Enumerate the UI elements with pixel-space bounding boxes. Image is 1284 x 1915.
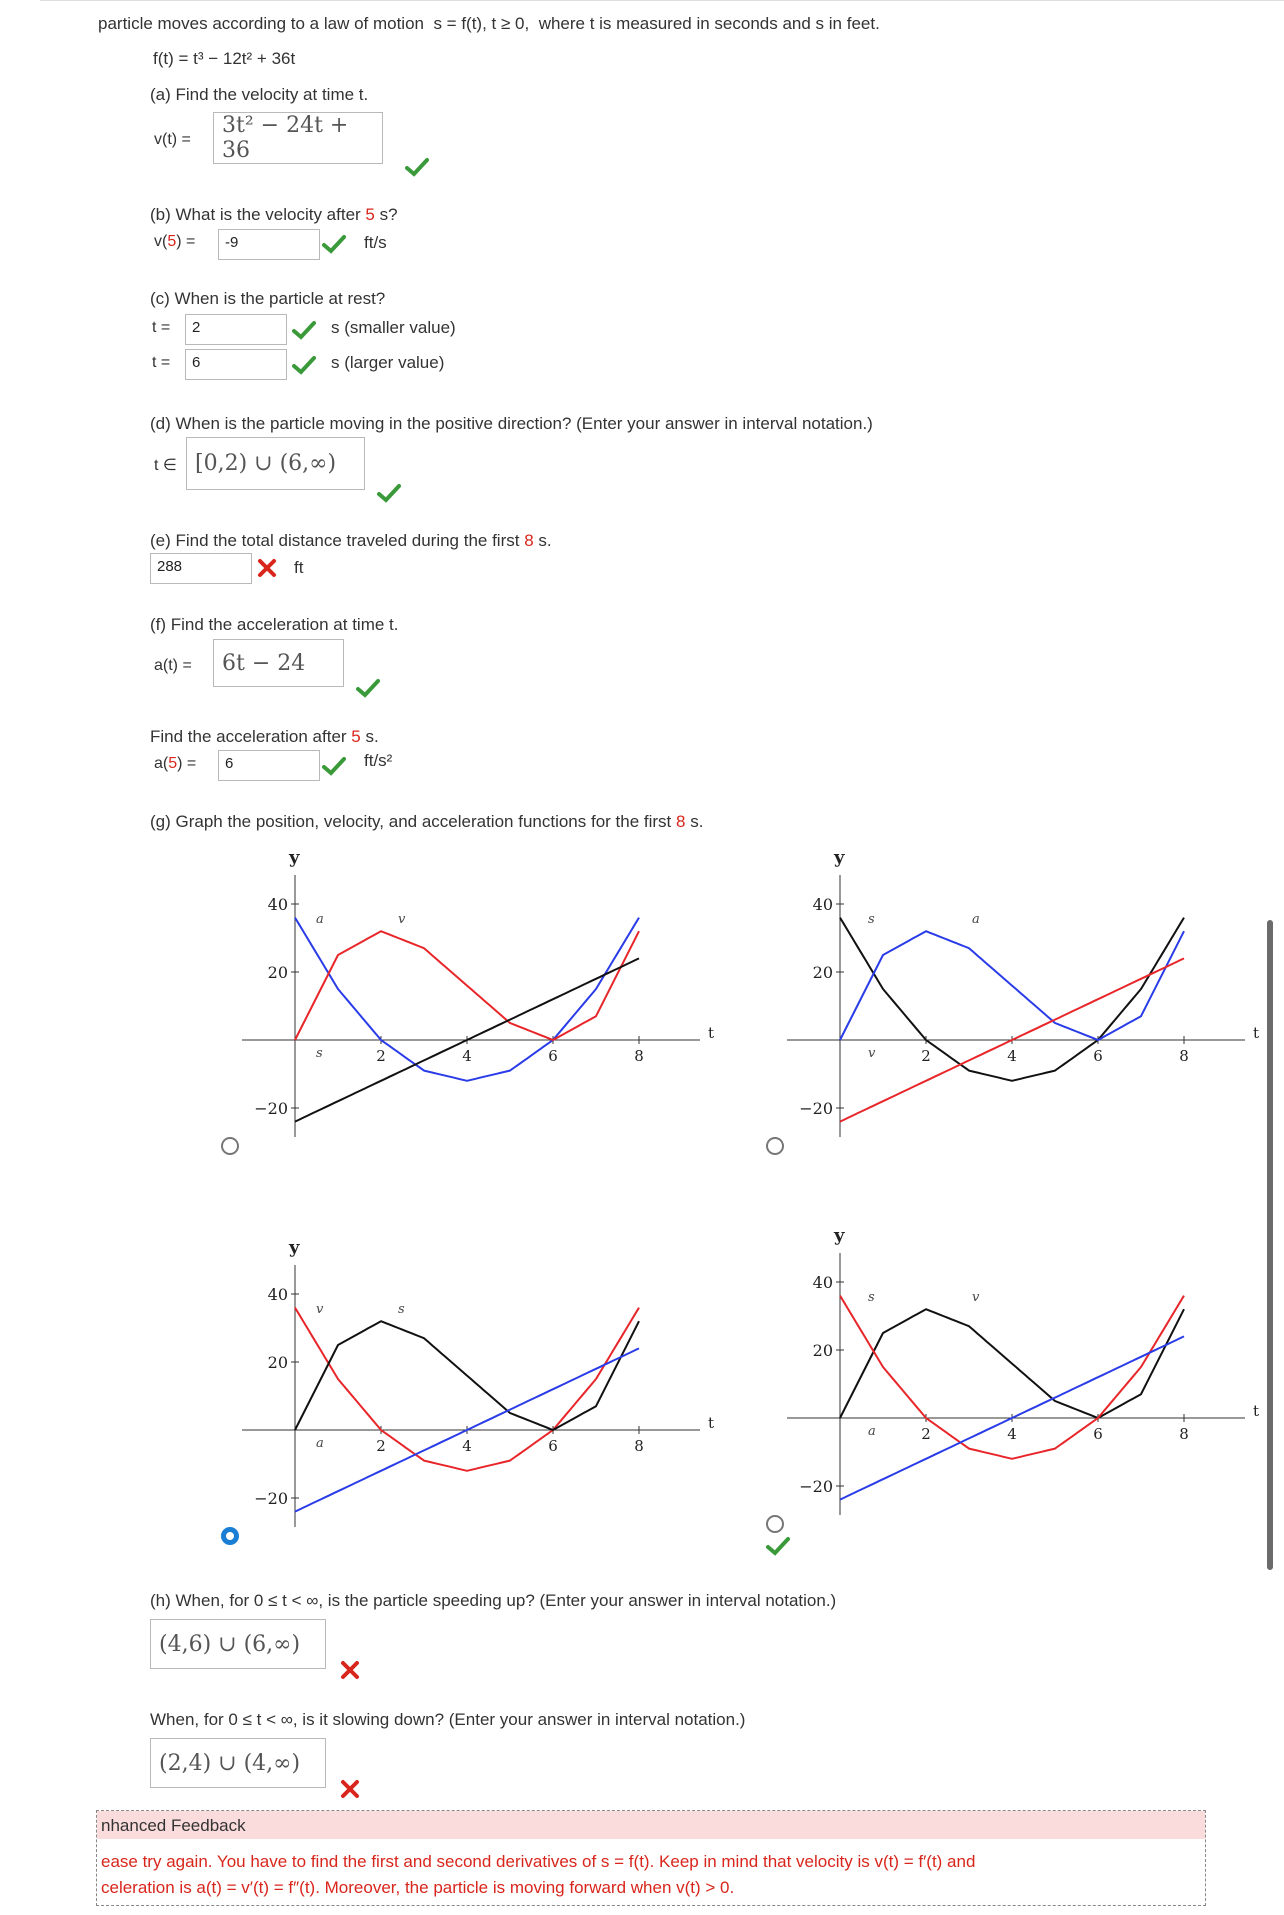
series-a-line xyxy=(840,931,1184,1040)
feedback-header xyxy=(97,1811,1205,1839)
y-tick-label: 20 xyxy=(812,1341,833,1360)
positive-direction-value: [0,2) ∪ (6,∞) xyxy=(195,451,337,476)
feedback-title: nhanced Feedback xyxy=(101,1816,246,1835)
velocity-unit: ft/s xyxy=(364,233,387,252)
y-tick-label: −20 xyxy=(254,1099,288,1118)
graph-axes xyxy=(787,1253,1245,1515)
slowing-down-value: (2,4) ∪ (4,∞) xyxy=(159,1750,301,1776)
series-s-line xyxy=(840,1309,1184,1418)
velocity-answer-field[interactable] xyxy=(213,112,383,164)
series-s-label: s xyxy=(398,1302,405,1317)
distance-unit: ft xyxy=(294,558,304,577)
acceleration-at-5-field[interactable]: 6 xyxy=(218,750,320,781)
cross-icon xyxy=(340,1660,360,1680)
graph-option-2-radio[interactable] xyxy=(766,1137,784,1155)
series-v-label: v xyxy=(398,912,406,927)
acceleration-at-5-question: Find the acceleration after 5 s. xyxy=(150,727,379,746)
y-tick-label: 20 xyxy=(267,963,288,982)
t-axis-label: t xyxy=(708,1024,715,1042)
x-tick-label: 6 xyxy=(1093,1047,1103,1065)
series-v-label: v xyxy=(316,1302,324,1317)
enhanced-feedback-panel xyxy=(96,1810,1206,1906)
y-axis-label: y xyxy=(834,1225,845,1246)
x-tick-label: 2 xyxy=(921,1425,931,1443)
slowing-down-field[interactable] xyxy=(150,1738,326,1788)
x-tick-label: 4 xyxy=(1007,1047,1017,1065)
acceleration-answer-field[interactable] xyxy=(213,639,344,687)
y-axis-label: y xyxy=(289,847,300,868)
check-icon xyxy=(292,355,316,375)
y-axis-label: y xyxy=(834,847,845,868)
part-h-question-1: (h) When, for 0 ≤ t < ∞, is the particle speeding up? (Enter your answer in interval notation.) xyxy=(150,1591,837,1610)
rest-time-smaller-field[interactable]: 2 xyxy=(185,314,287,345)
part-d-label: t ∈ xyxy=(154,457,177,474)
problem-intro: particle moves according to a law of motion s = f(t), t ≥ 0, where t is measured in seconds and s in feet. xyxy=(98,14,880,33)
part-b-question: (b) What is the velocity after 5 s? xyxy=(150,205,398,224)
series-v-label: v xyxy=(972,1290,980,1305)
speeding-up-field[interactable] xyxy=(150,1619,326,1669)
y-tick-label: −20 xyxy=(799,1477,833,1496)
cross-icon xyxy=(257,558,277,578)
rest-label-1: t = xyxy=(152,319,171,336)
x-tick-label: 8 xyxy=(1179,1425,1189,1443)
x-tick-label: 2 xyxy=(376,1437,386,1455)
series-a-label: a xyxy=(316,912,324,927)
series-s-label: s xyxy=(868,912,875,927)
y-tick-label: −20 xyxy=(799,1099,833,1118)
y-tick-label: −20 xyxy=(254,1489,288,1508)
speeding-up-value: (4,6) ∪ (6,∞) xyxy=(159,1631,301,1657)
graph-option-2 xyxy=(775,835,1265,1165)
x-tick-label: 2 xyxy=(376,1047,386,1065)
series-s-label: s xyxy=(868,1290,875,1305)
rest-suffix-1: s (smaller value) xyxy=(331,318,456,337)
part-d-question: (d) When is the particle moving in the positive direction? (Enter your answer in interval notation.) xyxy=(150,414,873,433)
x-tick-label: 6 xyxy=(548,1437,558,1455)
graph-axes xyxy=(242,1265,700,1527)
function-definition: f(t) = t³ − 12t² + 36t xyxy=(153,49,296,68)
x-tick-label: 2 xyxy=(921,1047,931,1065)
graph-axes xyxy=(787,875,1245,1137)
acceleration-answer-value: 6t − 24 xyxy=(222,650,306,676)
t-axis-label: t xyxy=(1253,1024,1260,1042)
part-c-question: (c) When is the particle at rest? xyxy=(150,289,386,308)
graph-option-1-radio[interactable] xyxy=(221,1137,239,1155)
part-a-label: v(t) = xyxy=(154,131,191,148)
y-tick-label: 20 xyxy=(267,1353,288,1372)
check-icon xyxy=(322,234,346,254)
y-tick-label: 40 xyxy=(267,895,288,914)
y-tick-label: 40 xyxy=(812,895,833,914)
y-tick-label: 40 xyxy=(812,1273,833,1292)
acceleration-unit: ft/s² xyxy=(364,751,393,770)
velocity-at-5-field[interactable]: -9 xyxy=(218,229,320,260)
y-tick-label: 20 xyxy=(812,963,833,982)
series-v-label: v xyxy=(868,1046,876,1061)
x-tick-label: 6 xyxy=(548,1047,558,1065)
y-tick-label: 40 xyxy=(267,1285,288,1304)
graph-option-4-radio[interactable] xyxy=(766,1515,784,1533)
check-icon xyxy=(405,157,429,177)
series-v-line xyxy=(295,931,639,1040)
feedback-line-1: ease try again. You have to find the first and second derivatives of s = f(t). Keep in mind that velocity is v(t) = f′(t) and xyxy=(101,1852,976,1871)
x-tick-label: 6 xyxy=(1093,1425,1103,1443)
velocity-answer-value: 3t² − 24t + 36 xyxy=(222,113,349,163)
part-e-question: (e) Find the total distance traveled during the first 8 s. xyxy=(150,531,552,550)
x-tick-label: 8 xyxy=(634,1437,644,1455)
rest-label-2: t = xyxy=(152,354,171,371)
series-a-label: a xyxy=(316,1436,324,1451)
series-a-label: a xyxy=(868,1424,876,1439)
part-b-label: v(5) = xyxy=(154,233,196,250)
graph-option-1 xyxy=(230,835,720,1165)
graph-axes xyxy=(242,875,700,1137)
graph-option-4 xyxy=(775,1213,1265,1543)
check-icon xyxy=(766,1536,790,1556)
x-tick-label: 8 xyxy=(634,1047,644,1065)
series-s-label: s xyxy=(316,1046,323,1061)
rest-time-larger-field[interactable]: 6 xyxy=(185,349,287,380)
scrollbar[interactable] xyxy=(1267,920,1273,1570)
t-axis-label: t xyxy=(1253,1402,1260,1420)
feedback-line-2: celeration is a(t) = v′(t) = f″(t). Moreover, the particle is moving forward when v(t) > 0. xyxy=(101,1878,735,1897)
graph-option-3 xyxy=(230,1225,720,1555)
acceleration-at-5-label: a(5) = xyxy=(154,755,197,772)
check-icon xyxy=(322,756,346,776)
part-a-question: (a) Find the velocity at time t. xyxy=(150,85,369,104)
rest-suffix-2: s (larger value) xyxy=(331,353,445,372)
x-tick-label: 4 xyxy=(462,1437,472,1455)
part-f-label: a(t) = xyxy=(154,657,192,674)
check-icon xyxy=(377,483,401,503)
cross-icon xyxy=(340,1779,360,1799)
part-h-question-2: When, for 0 ≤ t < ∞, is it slowing down? (Enter your answer in interval notation.) xyxy=(150,1710,746,1729)
positive-direction-field[interactable] xyxy=(186,437,365,490)
check-icon xyxy=(356,678,380,698)
x-tick-label: 4 xyxy=(462,1047,472,1065)
check-icon xyxy=(292,320,316,340)
graph-option-3-radio[interactable] xyxy=(221,1527,239,1545)
y-axis-label: y xyxy=(289,1237,300,1258)
t-axis-label: t xyxy=(708,1414,715,1432)
total-distance-field[interactable]: 288 xyxy=(150,553,252,584)
series-a-label: a xyxy=(972,912,980,927)
x-tick-label: 8 xyxy=(1179,1047,1189,1065)
top-border xyxy=(40,0,1284,4)
part-f-question: (f) Find the acceleration at time t. xyxy=(150,615,399,634)
series-s-line xyxy=(295,1321,639,1430)
x-tick-label: 4 xyxy=(1007,1425,1017,1443)
part-g-question: (g) Graph the position, velocity, and acceleration functions for the first 8 s. xyxy=(150,812,704,831)
